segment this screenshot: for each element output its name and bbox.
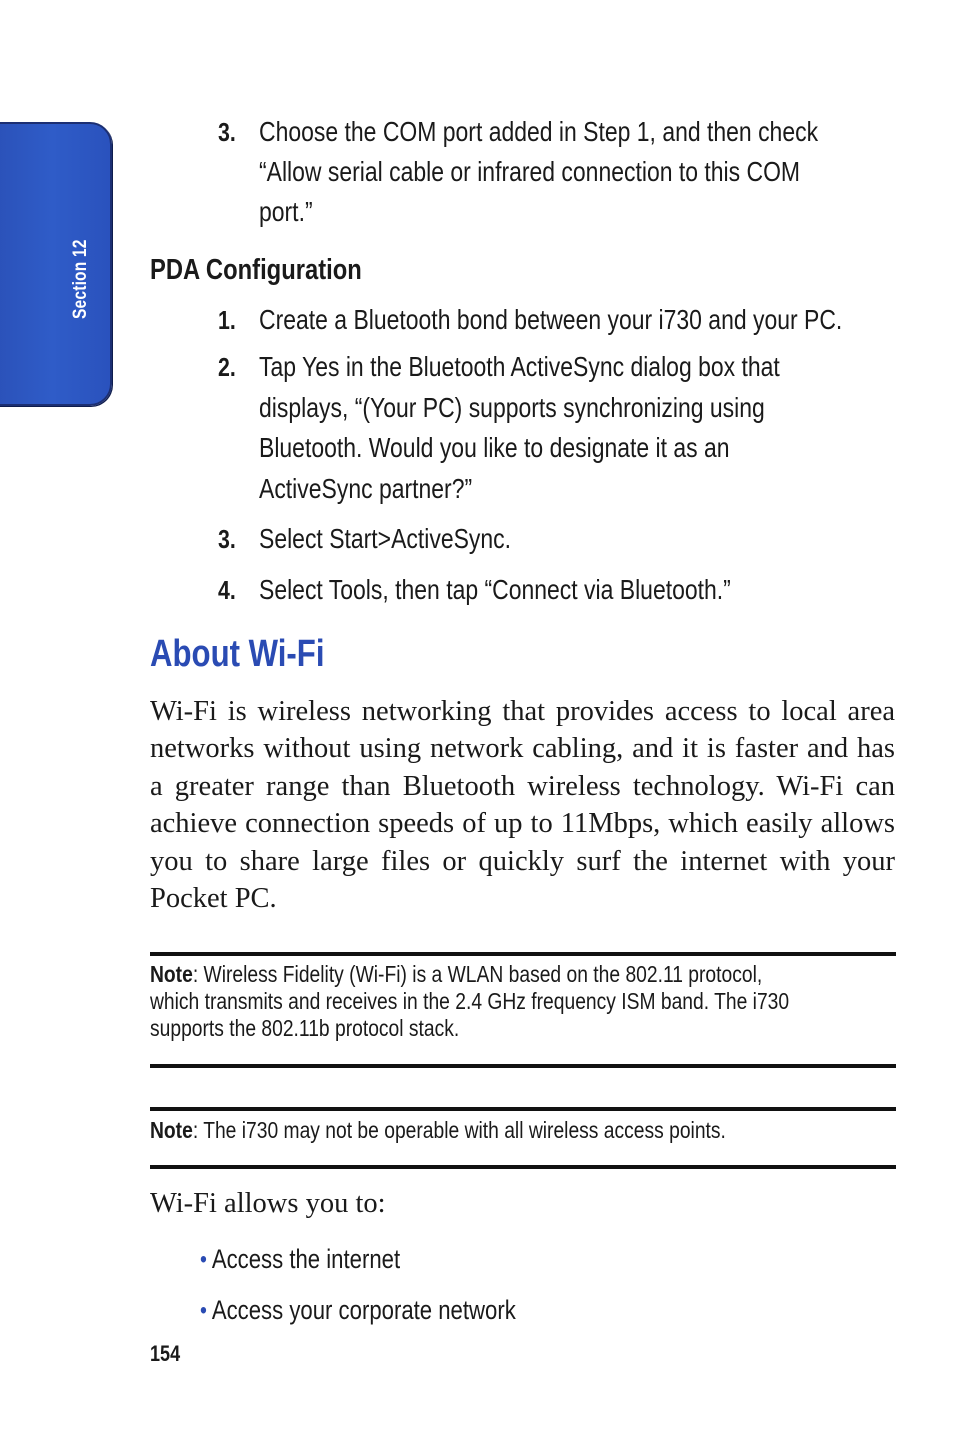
step-text-line: port.”	[259, 196, 313, 227]
step-text-line: ActiveSync partner?”	[259, 473, 473, 504]
wifi-allows-intro: Wi-Fi allows you to:	[150, 1188, 386, 1219]
step-text-line: Select Start>ActiveSync.	[259, 523, 512, 554]
step-text-line: Tap Yes in the Bluetooth ActiveSync dialog box that	[259, 351, 780, 382]
note-line: supports the 802.11b protocol stack.	[150, 1015, 460, 1041]
bullet-icon: •	[200, 1297, 207, 1324]
section-tab-label: Section 12	[70, 239, 91, 319]
pda-configuration-heading: PDA Configuration	[150, 254, 362, 286]
note-top-rule	[150, 952, 896, 956]
step-text-line: Choose the COM port added in Step 1, and then check	[259, 116, 819, 147]
step-text-line: Select Tools, then tap “Connect via Bluetooth.”	[259, 574, 731, 605]
step-number: 4.	[218, 575, 236, 605]
step-number: 3.	[218, 524, 236, 554]
step-number: 1.	[218, 305, 236, 335]
step-text-line: Bluetooth. Would you like to designate it as an	[259, 432, 730, 463]
step-text-line: “Allow serial cable or infrared connection to this COM	[259, 156, 801, 187]
note-label: Note	[150, 1117, 193, 1143]
note-top-rule	[150, 1107, 896, 1111]
note-line: which transmits and receives in the 2.4 GHz frequency ISM band. The i730	[150, 988, 790, 1014]
note-bottom-rule	[150, 1064, 896, 1068]
note-label: Note	[150, 961, 193, 987]
section-tab	[0, 122, 112, 406]
list-item: • Access the internet	[200, 1244, 401, 1274]
note-line: Note: The i730 may not be operable with all wireless access points.	[150, 1117, 726, 1143]
step-number: 3.	[218, 117, 236, 147]
bullet-icon: •	[200, 1246, 207, 1273]
about-wifi-title: About Wi-Fi	[150, 633, 325, 675]
list-item: • Access your corporate network	[200, 1295, 516, 1325]
note-bottom-rule	[150, 1165, 896, 1169]
about-wifi-paragraph: Wi-Fi is wireless networking that provides access to local area networks without using network cabling, and it is faster and has a greater range than Bluetooth wireless technology. Wi-Fi can achieve connection speeds of up to 11Mbps, which easily allows you to share large files or quickly surf the internet with your Pocket PC.	[150, 696, 895, 915]
step-number: 2.	[218, 352, 236, 382]
step-text-line: displays, “(Your PC) supports synchronizing using	[259, 392, 765, 423]
step-text-line: Create a Bluetooth bond between your i730 and your PC.	[259, 304, 843, 335]
note-line: Note: Wireless Fidelity (Wi-Fi) is a WLAN based on the 802.11 protocol,	[150, 961, 763, 987]
page-number: 154	[150, 1341, 181, 1366]
